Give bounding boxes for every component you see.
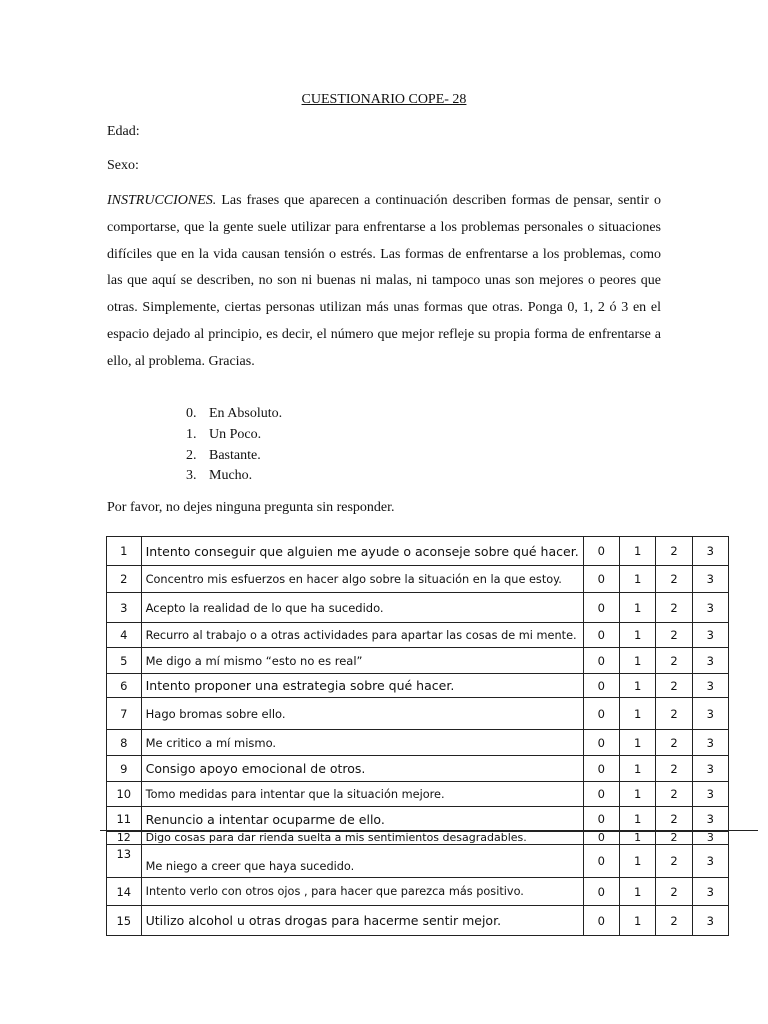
item-number: 13 xyxy=(107,845,142,878)
option-1[interactable]: 1 xyxy=(620,832,656,845)
option-0[interactable]: 0 xyxy=(583,756,619,782)
table-row xyxy=(107,906,729,936)
item-number: 10 xyxy=(107,782,142,807)
option-2[interactable]: 2 xyxy=(656,878,692,906)
option-2[interactable]: 2 xyxy=(656,593,692,623)
item-text: Intento conseguir que alguien me ayude o aconseje sobre qué hacer. xyxy=(141,537,583,566)
option-1[interactable]: 1 xyxy=(620,807,656,832)
option-3[interactable]: 3 xyxy=(692,648,728,674)
option-0[interactable]: 0 xyxy=(583,782,619,807)
option-0[interactable]: 0 xyxy=(583,648,619,674)
item-number: 4 xyxy=(107,623,142,648)
item-text: Me niego a creer que haya sucedido. xyxy=(141,845,583,878)
option-0[interactable]: 0 xyxy=(583,845,619,878)
answer-scale xyxy=(186,404,282,487)
item-text: Intento verlo con otros ojos , para hacer que parezca más positivo. xyxy=(141,878,583,906)
item-text: Intento proponer una estrategia sobre qué hacer. xyxy=(141,674,583,698)
item-text: Concentro mis esfuerzos en hacer algo sobre la situación en la que estoy. xyxy=(141,566,583,593)
option-3[interactable]: 3 xyxy=(692,593,728,623)
option-0[interactable]: 0 xyxy=(583,537,619,566)
option-2[interactable]: 2 xyxy=(656,566,692,593)
option-3[interactable]: 3 xyxy=(692,566,728,593)
table-row xyxy=(107,537,729,566)
overlay-line xyxy=(100,830,758,831)
item-number: 15 xyxy=(107,906,142,936)
table-row xyxy=(107,832,729,845)
option-0[interactable]: 0 xyxy=(583,698,619,730)
item-number: 7 xyxy=(107,698,142,730)
item-number: 9 xyxy=(107,756,142,782)
option-0[interactable]: 0 xyxy=(583,807,619,832)
option-0[interactable]: 0 xyxy=(583,832,619,845)
option-1[interactable]: 1 xyxy=(620,730,656,756)
item-text: Renuncio a intentar ocuparme de ello. xyxy=(141,807,583,832)
sex-label: Sexo: xyxy=(107,158,139,173)
option-1[interactable]: 1 xyxy=(620,782,656,807)
item-number: 12 xyxy=(107,832,142,845)
age-label: Edad: xyxy=(107,124,140,139)
option-2[interactable]: 2 xyxy=(656,832,692,845)
table-row xyxy=(107,845,729,878)
option-2[interactable]: 2 xyxy=(656,782,692,807)
item-text: Acepto la realidad de lo que ha sucedido. xyxy=(141,593,583,623)
table-row xyxy=(107,756,729,782)
item-number: 11 xyxy=(107,807,142,832)
option-3[interactable]: 3 xyxy=(692,537,728,566)
option-3[interactable]: 3 xyxy=(692,623,728,648)
table-row xyxy=(107,566,729,593)
option-3[interactable]: 3 xyxy=(692,807,728,832)
option-0[interactable]: 0 xyxy=(583,566,619,593)
option-2[interactable]: 2 xyxy=(656,906,692,936)
table-row xyxy=(107,878,729,906)
scale-item: 1. Un Poco. xyxy=(186,426,262,442)
table-row xyxy=(107,623,729,648)
instructions-paragraph xyxy=(107,188,661,376)
item-text: Me digo a mí mismo “esto no es real” xyxy=(141,648,583,674)
option-0[interactable]: 0 xyxy=(583,878,619,906)
item-text: Consigo apoyo emocional de otros. xyxy=(141,756,583,782)
item-text: Recurro al trabajo o a otras actividades para apartar las cosas de mi mente. xyxy=(141,623,583,648)
item-number: 5 xyxy=(107,648,142,674)
table-row xyxy=(107,648,729,674)
item-number: 3 xyxy=(107,593,142,623)
option-3[interactable]: 3 xyxy=(692,782,728,807)
table-row xyxy=(107,730,729,756)
option-1[interactable]: 1 xyxy=(620,845,656,878)
table-row xyxy=(107,698,729,730)
option-0[interactable]: 0 xyxy=(583,730,619,756)
option-2[interactable]: 2 xyxy=(656,648,692,674)
scale-item: 3. Mucho. xyxy=(186,468,253,484)
document-title: CUESTIONARIO COPE- 28 xyxy=(301,92,467,107)
option-0[interactable]: 0 xyxy=(583,906,619,936)
questionnaire-table xyxy=(106,536,729,936)
option-1[interactable]: 1 xyxy=(620,878,656,906)
item-text: Me critico a mí mismo. xyxy=(141,730,583,756)
item-number: 14 xyxy=(107,878,142,906)
option-3[interactable]: 3 xyxy=(692,730,728,756)
option-2[interactable]: 2 xyxy=(656,698,692,730)
option-2[interactable]: 2 xyxy=(656,537,692,566)
option-3[interactable]: 3 xyxy=(692,698,728,730)
option-2[interactable]: 2 xyxy=(656,674,692,698)
option-0[interactable]: 0 xyxy=(583,674,619,698)
option-1[interactable]: 1 xyxy=(620,648,656,674)
option-3[interactable]: 3 xyxy=(692,878,728,906)
item-text: Digo cosas para dar rienda suelta a mis sentimientos desagradables. xyxy=(141,832,583,845)
item-number: 1 xyxy=(107,537,142,566)
item-number: 8 xyxy=(107,730,142,756)
option-3[interactable]: 3 xyxy=(692,906,728,936)
option-2[interactable]: 2 xyxy=(656,845,692,878)
option-3[interactable]: 3 xyxy=(692,832,728,845)
item-text: Hago bromas sobre ello. xyxy=(141,698,583,730)
scale-item: 0. En Absoluto. xyxy=(186,406,283,421)
option-1[interactable]: 1 xyxy=(620,674,656,698)
item-text: Tomo medidas para intentar que la situación mejore. xyxy=(141,782,583,807)
option-2[interactable]: 2 xyxy=(656,756,692,782)
item-text: Utilizo alcohol u otras drogas para hacerme sentir mejor. xyxy=(141,906,583,936)
instructions-lead: INSTRUCCIONES. xyxy=(107,193,217,208)
table-row xyxy=(107,674,729,698)
scale-item: 2. Bastante. xyxy=(186,447,261,463)
option-1[interactable]: 1 xyxy=(620,623,656,648)
option-1[interactable]: 1 xyxy=(620,906,656,936)
option-1[interactable]: 1 xyxy=(620,756,656,782)
item-number: 6 xyxy=(107,674,142,698)
option-3[interactable]: 3 xyxy=(692,845,728,878)
option-1[interactable]: 1 xyxy=(620,537,656,566)
option-2[interactable]: 2 xyxy=(656,807,692,832)
instructions-body: Las frases que aparecen a continuación describen formas de pensar, sentir o comportarse, que la gente suele utilizar para enfrentarse a los problemas personales o situaciones difíciles que en la vida causan tensión o estrés. Las formas de enfrentarse a los problemas, como las que aquí se describen, no son ni buenas ni malas, ni tampoco unas son mejores o peores que otras. Simplemente, ciertas personas utilizan más unas formas que otras. Ponga 0, 1, 2 ó 3 en el espacio dejado al principio, es decir, el número que mejor refleje su propia forma de enfrentarse a ello, al problema. Gracias. xyxy=(107,193,661,369)
item-number: 2 xyxy=(107,566,142,593)
table-row xyxy=(107,807,729,832)
option-0[interactable]: 0 xyxy=(583,593,619,623)
option-1[interactable]: 1 xyxy=(620,698,656,730)
table-row xyxy=(107,782,729,807)
option-2[interactable]: 2 xyxy=(656,623,692,648)
option-3[interactable]: 3 xyxy=(692,674,728,698)
reminder-note: Por favor, no dejes ninguna pregunta sin responder. xyxy=(107,500,395,515)
option-2[interactable]: 2 xyxy=(656,730,692,756)
table-row xyxy=(107,593,729,623)
option-1[interactable]: 1 xyxy=(620,593,656,623)
option-3[interactable]: 3 xyxy=(692,756,728,782)
option-1[interactable]: 1 xyxy=(620,566,656,593)
option-0[interactable]: 0 xyxy=(583,623,619,648)
